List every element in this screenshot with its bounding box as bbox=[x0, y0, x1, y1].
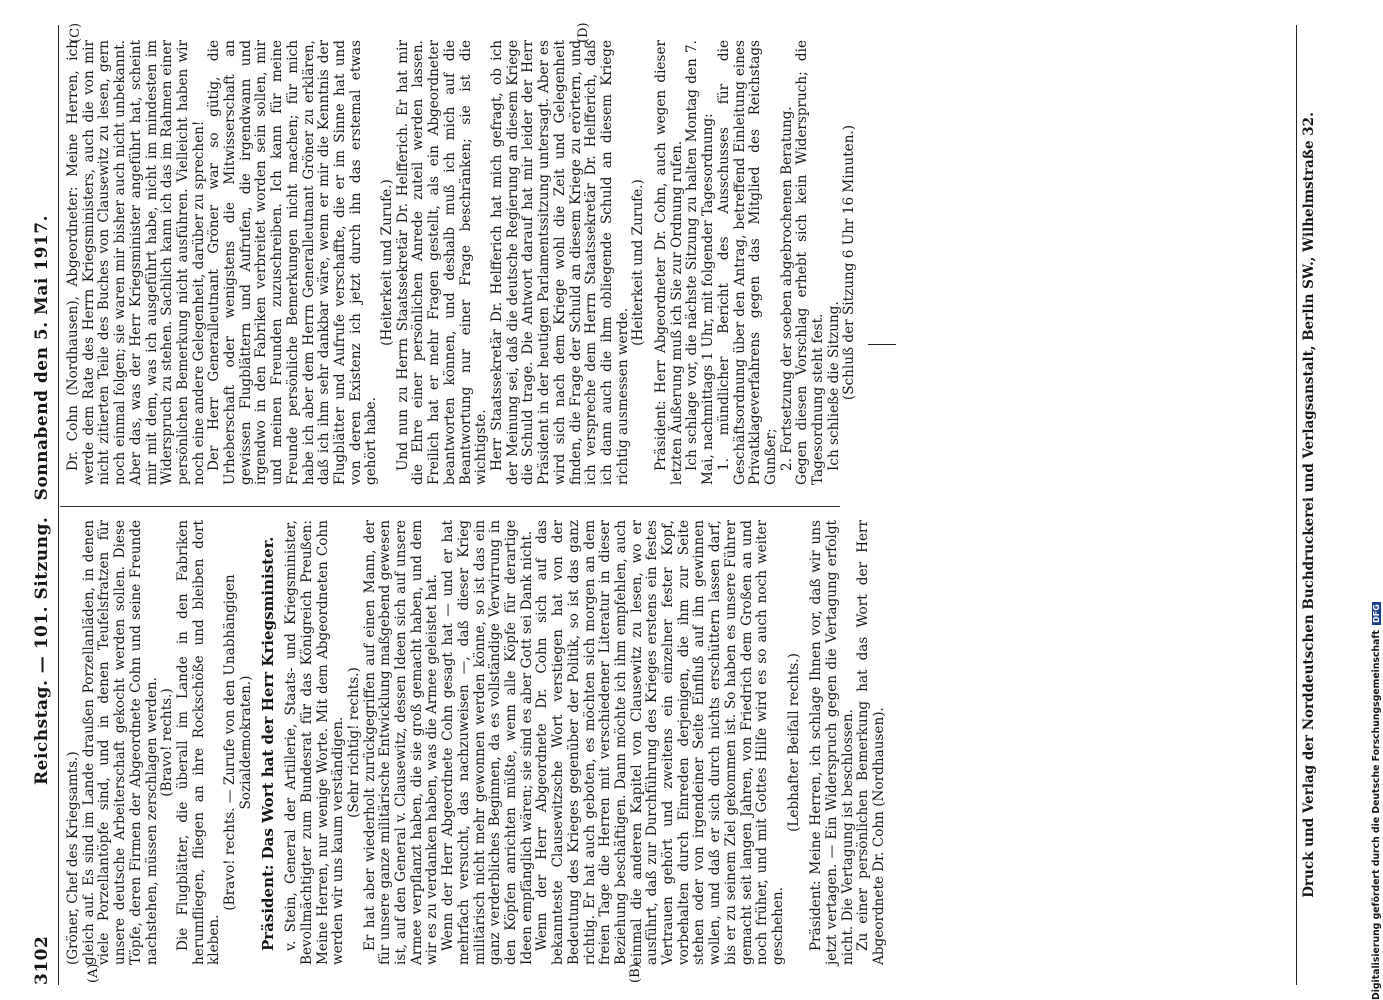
paragraph: Gegen diesen Vorschlag erhebt sich kein Widerspruch; die Tagesordnung steht fest. bbox=[794, 40, 827, 485]
paragraph: Er hat aber wiederholt zurückgegriffen auf einen Mann, der für unsere ganze militärische Entwicklung maßgebend gewesen ist, auf den General v. Clausewitz, dessen Ideen sich auf unsere Armee verpflanzt haben, die sie groß gemacht haben, und dem wir es zu verdanken haben, was die Armee geleistet hat. bbox=[361, 520, 441, 965]
session-date: Sonnabend den 5. Mai 1917. bbox=[32, 215, 52, 501]
paragraph: Die Flugblätter, die überall im Lande in den Fabriken herumfliegen, fliegen an ihre Rockschöße und bleiben dort kleben. bbox=[174, 520, 223, 965]
speaker-paragraph: Präsident: Herr Abgeordneter Dr. Cohn, auch wegen dieser letzten Äußerung muß ich Sie zur Ordnung rufen. bbox=[653, 40, 685, 485]
speaker-paragraph: Dr. Cohn (Nordhausen), Abgeordneter: Meine Herren, ich werde dem Rate des Herrn Kriegsministers, auch die von mir nicht zitierten Teile des Buches von Clausewitz zu lesen, gern noch einmal folgen; sie waren mir bisher auch nicht unbekannt. Aber das, was der Herr Kriegsminister angeführt hat, scheint mir mit dem, was ich ausgeführt habe, nicht im mindesten im Widerspruch zu stehen. Sachlich kann ich das im Rahmen einer persönlichen Bemerkung nicht ausführen. Vielleicht haben wir noch eine andere Gelegenheit, darüber zu sprechen! bbox=[65, 40, 207, 485]
left-text-column bbox=[66, 520, 888, 965]
digitization-text: Digitalisierung gefördert durch die Deutsche Forschungsgemeinschaft bbox=[1371, 630, 1382, 1000]
column-divider bbox=[60, 506, 840, 507]
paragraph: Ich schlage vor, die nächste Sitzung zu halten Montag den 7. Mai, nachmittags 1 Uhr, mit folgender Tagesordnung: bbox=[684, 40, 717, 485]
margin-marker-a: (A) bbox=[86, 963, 101, 983]
stage-direction: (Heiterkeit und Zurufe.) bbox=[379, 179, 396, 346]
paragraph: Wenn der Herr Abgeordnete Cohn gesagt hat — und er hat mehrfach versucht, das nachzuweisen —, daß dieser Krieg militärisch nicht mehr gewonnen werden könne, so ist das ein ganz verderbliches Beginnen, da es vollständige Verwirrung in den Köpfen anrichten müßte, wenn alle Köpfe für derartige Ideen empfänglich wären; sie sind es aber Gott sei Dank nicht. bbox=[440, 520, 535, 965]
stage-direction: (Heiterkeit und Zurufe.) bbox=[630, 179, 647, 346]
paragraph: gleich auf. Es sind im Lande draußen Porzellanläden, in denen viele Porzellantöpfe sind, und in denen Teufelsfratzen für unsere deutsche Arbeiterschaft gekocht werden sollen. Diese Töpfe, deren Firmen der Abgeordnete Cohn und seine Freunde nachstehen, müssen zerschlagen werden. bbox=[80, 520, 160, 965]
speaker-paragraph: v. Stein, General der Artillerie, Staats- und Kriegsminister, Bevollmächtigter zum Bundesrat für das Königreich Preußen: Meine Herren, nur wenige Worte. Mit dem Abgeordneten Cohn werden wir uns kaum verständigen. bbox=[283, 520, 347, 965]
running-head bbox=[28, 25, 59, 985]
speaker-attribution: (Gröner, Chef des Kriegsamts.) bbox=[65, 751, 81, 965]
paragraph: Wenn der Herr Abgeordnete Dr. Cohn sich auf das bekannteste Clausewitzsche Wort verstiegen hat von der Bedeutung des Krieges gegenüber der Politik, so ist das ganz richtig. Er hat auch geboten, es möchten sich morgen an dem freien Tage die Herren mit verschiedener Literatur in dieser Beziehung beschäftigen. Dann möchte ich ihm empfehlen, auch einmal die anderen Kapitel von Clausewitz zu lesen, wo er ausführt, daß zur Durchführung des Krieges erstens ein festes Vertrauen gehört und zweitens ein einzelner fester Kopf, vorbehalten durch Einreden derjenigen, die ihm zur Seite stehen oder von irgendeiner Seite Einfluß auf ihn gewinnen wollen, und daß er sich durch nichts erschüttern lassen darf, bis er zu seinem Ziel gekommen ist. So haben es unsere Führer gemacht seit langen Jahren, von Friedrich dem Großen an und noch früher, und mit Gottes Hilfe wird es so auch noch weiter geschehen. bbox=[534, 520, 786, 965]
stage-direction: (Bravo! rechts.) bbox=[159, 688, 176, 797]
agenda-item: 2. Fortsetzung der soeben abgebrochenen Beratung. bbox=[778, 106, 795, 471]
stage-direction: (Sehr richtig! rechts.) bbox=[345, 667, 362, 818]
right-text-column bbox=[66, 40, 858, 485]
stage-direction: (Lebhafter Beifall rechts.) bbox=[785, 653, 802, 832]
agenda-item: 1. mündlicher Bericht des Ausschusses für die Geschäftsordnung über den Antrag, betreffend Einleitung eines Privatklageverfahrens gegen das Mitglied des Reichstags Gunßer; bbox=[715, 40, 779, 485]
closing-note: (Schluß der Sitzung 6 Uhr 16 Minuten.) bbox=[841, 124, 858, 401]
session-title: Reichstag. — 101. Sitzung. bbox=[32, 516, 52, 785]
end-rule bbox=[868, 344, 896, 345]
paragraph: Herr Staatssekretär Dr. Helfferich hat mich gefragt, ob ich der Meinung sei, daß die deutsche Regierung an diesem Kriege die Schuld trage. Die Antwort darauf hat mir leider der Herr Präsident in der heutigen Parlamentssitzung untersagt. Aber es wird sich nach dem Kriege wohl die Zeit und Gelegenheit finden, die Frage der Schuld an diesem Kriege zu erörtern, und ich verspreche dem Herrn Staatssekretär Dr. Helfferich, daß ich dann auch die ihm obliegende Schuld an diesem Kriege richtig ausmessen werde. bbox=[488, 40, 631, 485]
paragraph: Und nun zu Herrn Staatssekretär Dr. Helfferich. Er hat mir die Ehre einer persönlichen Anrede zuteil werden lassen. Freilich hat er mehr Fragen gestellt, als ein Abgeordneter beantworten können, und deshalb muß ich mich auf die Beantwortung nur einer Frage beschränken; sie ist die wichtigste. bbox=[394, 40, 490, 485]
paragraph: Zu einer persönlichen Bemerkung hat das Wort der Herr Abgeordnete Dr. Cohn (Nordhausen). bbox=[855, 520, 888, 965]
paragraph: Der Herr Generalleutnant Gröner war so gütig, die Urheberschaft oder wenigstens die Mitwisserschaft an gewissen Flugblättern und Aufrufen, die irgendwann und irgendwo in den Fabriken verbreitet worden sein sollen, mir und meinen Freunden zuzuschreiben. Ich kann für meine Freunde persönliche Bemerkungen nicht machen; für mich habe ich aber dem Herrn Generalleutnant Gröner zu erklären, daß ich ihm sehr dankbar wäre, wenn er mir die Kenntnis der Flugblätter und Aufrufe verschaffte, die er im Sinne hat und von deren Existenz ich jetzt durch ihn das erstemal etwas gehört habe. bbox=[206, 40, 380, 485]
digitization-note bbox=[1371, 10, 1382, 1000]
paragraph: Ich schließe die Sitzung. bbox=[825, 301, 842, 471]
dfg-logo: DFG bbox=[1372, 604, 1381, 623]
speaker-paragraph: Präsident: Das Wort hat der Herr Kriegsminister. bbox=[259, 536, 278, 951]
margin-marker-c: (C) bbox=[68, 22, 83, 43]
page-number: 3102 bbox=[32, 935, 52, 985]
stage-direction: (Bravo! rechts. — Zurufe von den Unabhängigen Sozialdemokraten.) bbox=[222, 574, 254, 911]
margin-marker-d: (D) bbox=[576, 22, 591, 43]
margin-marker-b: (B) bbox=[628, 963, 643, 983]
speaker-paragraph: Präsident: Meine Herren, ich schlage Ihnen vor, daß wir uns jetzt vertagen. — Ein Widerspruch gegen die Vertagung erfolgt nicht. Die Vertagung ist beschlossen. bbox=[808, 520, 856, 965]
printer-imprint: Druck und Verlag der Norddeutschen Buchdruckerei und Verlagsanstalt, Berlin SW., Wilhelmstraße 32. bbox=[1296, 25, 1317, 985]
rotated-document-page bbox=[28, 22, 1328, 985]
